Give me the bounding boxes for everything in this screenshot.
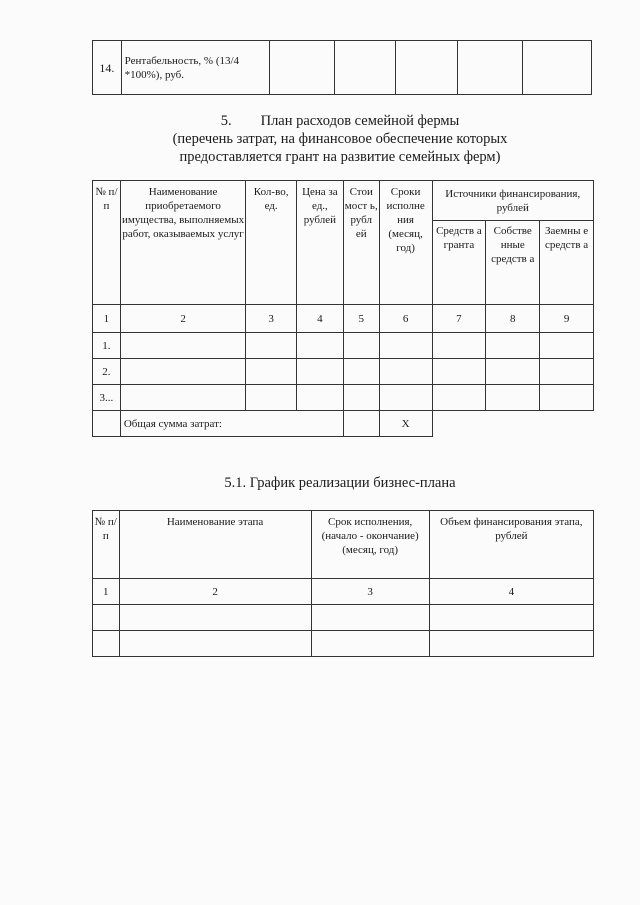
col-number: 4 (296, 305, 343, 333)
empty-cell (379, 385, 432, 411)
header-num: № п/п (93, 511, 120, 579)
empty-cell (296, 385, 343, 411)
header-qty: Кол-во, ед. (246, 181, 297, 305)
empty-cell (296, 359, 343, 385)
row-number: 14. (93, 41, 122, 95)
col-number: 4 (429, 579, 593, 605)
col-number: 2 (120, 305, 245, 333)
empty-cell (429, 631, 593, 657)
row-number: 3... (93, 385, 121, 411)
section-5-title: 5. План расходов семейной фермы (220, 113, 460, 129)
empty-cell (246, 385, 297, 411)
empty-cell (343, 359, 379, 385)
col-number: 6 (379, 305, 432, 333)
empty-cell (311, 631, 429, 657)
empty-cell (246, 333, 297, 359)
empty-cell (486, 385, 540, 411)
empty-cell (120, 359, 245, 385)
header-volume: Объем финансирования этапа, рублей (429, 511, 593, 579)
empty-cell (429, 605, 593, 631)
empty-area (432, 411, 594, 437)
total-mark: X (379, 411, 432, 437)
empty-cell (120, 385, 245, 411)
header-name: Наименование приобретаемого имущества, выполняемых работ, оказываемых услуг (120, 181, 245, 305)
empty-cell (379, 333, 432, 359)
col-number: 3 (246, 305, 297, 333)
col-number: 2 (119, 579, 311, 605)
col-number: 9 (540, 305, 594, 333)
header-loan: Заемны е средств а (540, 221, 594, 305)
header-sources: Источники финансирования, рублей (432, 181, 594, 221)
section-5-heading (100, 112, 580, 166)
empty-cell (93, 605, 120, 631)
empty-cell (296, 333, 343, 359)
empty-cell (93, 631, 120, 657)
empty-cell (246, 359, 297, 385)
total-label: Общая сумма затрат: (120, 411, 343, 437)
empty-cell (311, 605, 429, 631)
header-term: Срок исполнения, (начало - окончание) (месяц, год) (311, 511, 429, 579)
col-number: 1 (93, 579, 120, 605)
col-number: 8 (486, 305, 540, 333)
col-number: 7 (432, 305, 486, 333)
empty-cell (486, 359, 540, 385)
col-number: 1 (93, 305, 121, 333)
profitability-table-fragment (92, 40, 592, 95)
section-5-1-title: 5.1. График реализации бизнес-плана (224, 475, 456, 491)
empty-cell (522, 41, 591, 95)
empty-cell (343, 333, 379, 359)
empty-cell (396, 41, 457, 95)
empty-cell (486, 333, 540, 359)
row-number: 2. (93, 359, 121, 385)
header-price: Цена за ед., рублей (296, 181, 343, 305)
col-number: 3 (311, 579, 429, 605)
section-5-subtitle-1: (перечень затрат, на финансовое обеспечение которых (172, 131, 508, 147)
header-stage: Наименование этапа (119, 511, 311, 579)
empty-cell (457, 41, 522, 95)
empty-cell (540, 385, 594, 411)
section-5-subtitle-2: предоставляется грант на развитие семейных ферм) (179, 149, 501, 165)
empty-cell (432, 333, 486, 359)
header-own: Собстве нные средств а (486, 221, 540, 305)
empty-cell (432, 385, 486, 411)
empty-cell (119, 631, 311, 657)
row-label: Рентабельность, % (13/4 *100%), руб. (121, 41, 269, 95)
empty-cell (120, 333, 245, 359)
expense-plan-table (92, 180, 594, 437)
empty-cell (343, 411, 379, 437)
row-number: 1. (93, 333, 121, 359)
empty-cell (269, 41, 334, 95)
header-grant: Средств а гранта (432, 221, 486, 305)
implementation-schedule-table (92, 510, 594, 657)
empty-cell (540, 333, 594, 359)
empty-cell (432, 359, 486, 385)
header-cost: Стои мост ь, рубл ей (343, 181, 379, 305)
header-terms: Сроки исполне ния (месяц, год) (379, 181, 432, 305)
empty-cell (334, 41, 395, 95)
empty-cell (93, 411, 121, 437)
empty-cell (540, 359, 594, 385)
header-num: № п/п (93, 181, 121, 305)
empty-cell (343, 385, 379, 411)
col-number: 5 (343, 305, 379, 333)
empty-cell (379, 359, 432, 385)
empty-cell (119, 605, 311, 631)
